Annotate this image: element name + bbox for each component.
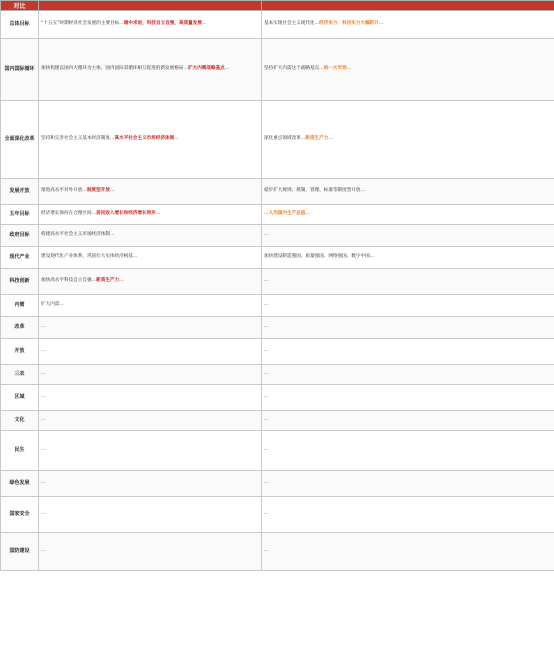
row-left-text	[39, 317, 262, 339]
left-text-pre: 建设现代化产业体系，巩固壮大实体经济根基…	[41, 254, 138, 260]
table-row	[1, 385, 554, 411]
right-text-pre: …	[264, 302, 269, 308]
right-text-pre: …	[264, 548, 269, 554]
table-row	[1, 101, 554, 179]
row-right-text	[262, 471, 554, 497]
row-right-text	[262, 365, 554, 385]
table-row	[1, 471, 554, 497]
left-text-highlight: 居民收入增长和经济增长同步	[96, 211, 156, 217]
row-left-text	[39, 247, 262, 269]
table-row	[1, 295, 554, 317]
left-text-pre: …	[41, 324, 46, 330]
row-topic: 政府目标	[1, 225, 39, 247]
row-left-text	[39, 471, 262, 497]
right-text-pre: …	[264, 348, 269, 354]
left-text-pre: 坚持和完善社会主义基本经济制度…	[41, 136, 115, 142]
right-text-pre: 基本实现社会主义现代化…	[264, 21, 320, 27]
right-text-pre: 坚持扩大内需这个战略基点…	[264, 66, 324, 72]
left-text-pre: …	[41, 394, 46, 400]
right-text-pre: …	[264, 278, 269, 284]
left-text-pre: …	[41, 548, 46, 554]
row-left-text	[39, 431, 262, 471]
row-topic: 区域	[1, 385, 39, 411]
row-right-text	[262, 101, 554, 179]
left-text-pre: …	[41, 371, 46, 377]
left-text-post: …	[201, 21, 207, 27]
right-text-highlight: 经济实力、科技实力大幅跃升	[319, 21, 379, 27]
table-row	[1, 533, 554, 571]
row-topic: 国防建设	[1, 533, 39, 571]
row-right-text	[262, 39, 554, 101]
row-topic: 全面深化改革	[1, 101, 39, 179]
table-row	[1, 205, 554, 225]
row-right-text	[262, 269, 554, 295]
right-text-post: …	[305, 211, 310, 217]
row-topic: 总体目标	[1, 11, 39, 39]
row-right-text	[262, 317, 554, 339]
table-row	[1, 269, 554, 295]
row-right-text	[262, 431, 554, 471]
left-text-pre: “十五五”时期经济社会发展的主要目标…	[41, 21, 124, 27]
table-row	[1, 11, 554, 39]
row-left-text	[39, 497, 262, 533]
row-topic: 现代产业	[1, 247, 39, 269]
right-text-pre: …	[264, 511, 269, 517]
row-topic: 文化	[1, 411, 39, 431]
right-text-highlight: 统一大市场	[323, 66, 347, 72]
left-text-pre: 经济增长保持在合理区间…	[41, 211, 97, 217]
row-left-text	[39, 179, 262, 205]
right-text-pre: …	[264, 232, 269, 238]
right-text-pre: …	[264, 211, 269, 217]
row-right-text	[262, 179, 554, 205]
row-left-text	[39, 269, 262, 295]
row-left-text	[39, 365, 262, 385]
right-text-pre: 加快建设制造强国、质量强国、网络强国、数字中国…	[264, 254, 375, 260]
row-left-text	[39, 295, 262, 317]
table-header-row	[1, 1, 554, 11]
header-topic: 对比	[1, 1, 39, 11]
header-left	[39, 1, 262, 11]
row-topic: 改革	[1, 317, 39, 339]
row-left-text	[39, 205, 262, 225]
row-topic: 三农	[1, 365, 39, 385]
row-left-text	[39, 225, 262, 247]
row-right-text	[262, 385, 554, 411]
row-left-text	[39, 39, 262, 101]
left-text-pre: 加快高水平科技自立自强…	[41, 278, 97, 284]
table-row	[1, 317, 554, 339]
table-row	[1, 179, 554, 205]
row-left-text	[39, 411, 262, 431]
left-text-post: …	[224, 66, 230, 72]
left-text-post: …	[174, 136, 179, 142]
row-right-text	[262, 411, 554, 431]
row-topic: 发展开放	[1, 179, 39, 205]
row-left-text	[39, 533, 262, 571]
left-text-highlight: 制度型开放	[86, 188, 110, 194]
row-topic: 开放	[1, 339, 39, 365]
right-text-pre: 稳步扩大规则、规制、管理、标准等制度型开放…	[264, 188, 366, 194]
right-text-post: …	[346, 66, 352, 72]
right-text-pre: …	[264, 371, 269, 377]
table-row	[1, 225, 554, 247]
right-text-post: …	[378, 21, 384, 27]
row-topic: 科技创新	[1, 269, 39, 295]
row-right-text	[262, 533, 554, 571]
row-right-text	[262, 339, 554, 365]
row-topic: 国内国际循环	[1, 39, 39, 101]
right-text-pre: …	[264, 447, 269, 453]
left-text-highlight: 稳中求进，科技自立自强，高质量发展	[123, 21, 202, 27]
table-row	[1, 39, 554, 101]
left-text-post: …	[155, 211, 161, 217]
right-text-pre: …	[264, 324, 269, 330]
left-text-pre: 扩大内需…	[41, 302, 64, 308]
left-text-pre: 构建高水平社会主义市场经济体制…	[41, 232, 115, 238]
row-right-text	[262, 11, 554, 39]
left-text-post: …	[109, 188, 115, 194]
left-text-highlight: 扩大内需战略基点	[188, 66, 225, 72]
right-text-pre: …	[264, 417, 269, 423]
row-topic: 国家安全	[1, 497, 39, 533]
left-text-highlight: 高水平社会主义市场经济体制	[114, 136, 175, 142]
right-text-post: …	[328, 136, 333, 142]
right-text-pre: …	[264, 480, 269, 486]
left-text-pre: 推进高水平对外开放…	[41, 188, 87, 194]
left-text-pre: …	[41, 511, 46, 517]
table-row	[1, 339, 554, 365]
left-text-pre: 加快构建以国内大循环为主体、国内国际双循环相互促进的新发展格局…	[41, 66, 189, 72]
row-right-text	[262, 247, 554, 269]
right-text-pre: 深化重点领域改革…	[264, 136, 306, 142]
row-left-text	[39, 101, 262, 179]
right-text-highlight: 人均国内生产总值	[268, 211, 306, 217]
right-text-highlight: 新质生产力	[305, 136, 329, 142]
row-right-text	[262, 497, 554, 533]
table-row	[1, 411, 554, 431]
row-right-text	[262, 295, 554, 317]
row-topic: 民生	[1, 431, 39, 471]
left-text-pre: …	[41, 348, 46, 354]
table-row	[1, 365, 554, 385]
right-text-pre: …	[264, 394, 269, 400]
row-topic: 五年目标	[1, 205, 39, 225]
table-row	[1, 247, 554, 269]
row-left-text	[39, 339, 262, 365]
table-row	[1, 497, 554, 533]
left-text-post: …	[119, 278, 124, 284]
row-right-text	[262, 225, 554, 247]
table-row	[1, 431, 554, 471]
row-left-text	[39, 11, 262, 39]
row-topic: 内需	[1, 295, 39, 317]
row-topic: 绿色发展	[1, 471, 39, 497]
row-left-text	[39, 385, 262, 411]
header-right	[262, 1, 554, 11]
table-body	[1, 11, 554, 571]
left-text-pre: …	[41, 447, 46, 453]
left-text-highlight: 新质生产力	[96, 278, 120, 284]
left-text-pre: …	[41, 480, 46, 486]
row-right-text	[262, 205, 554, 225]
left-text-pre: …	[41, 417, 46, 423]
